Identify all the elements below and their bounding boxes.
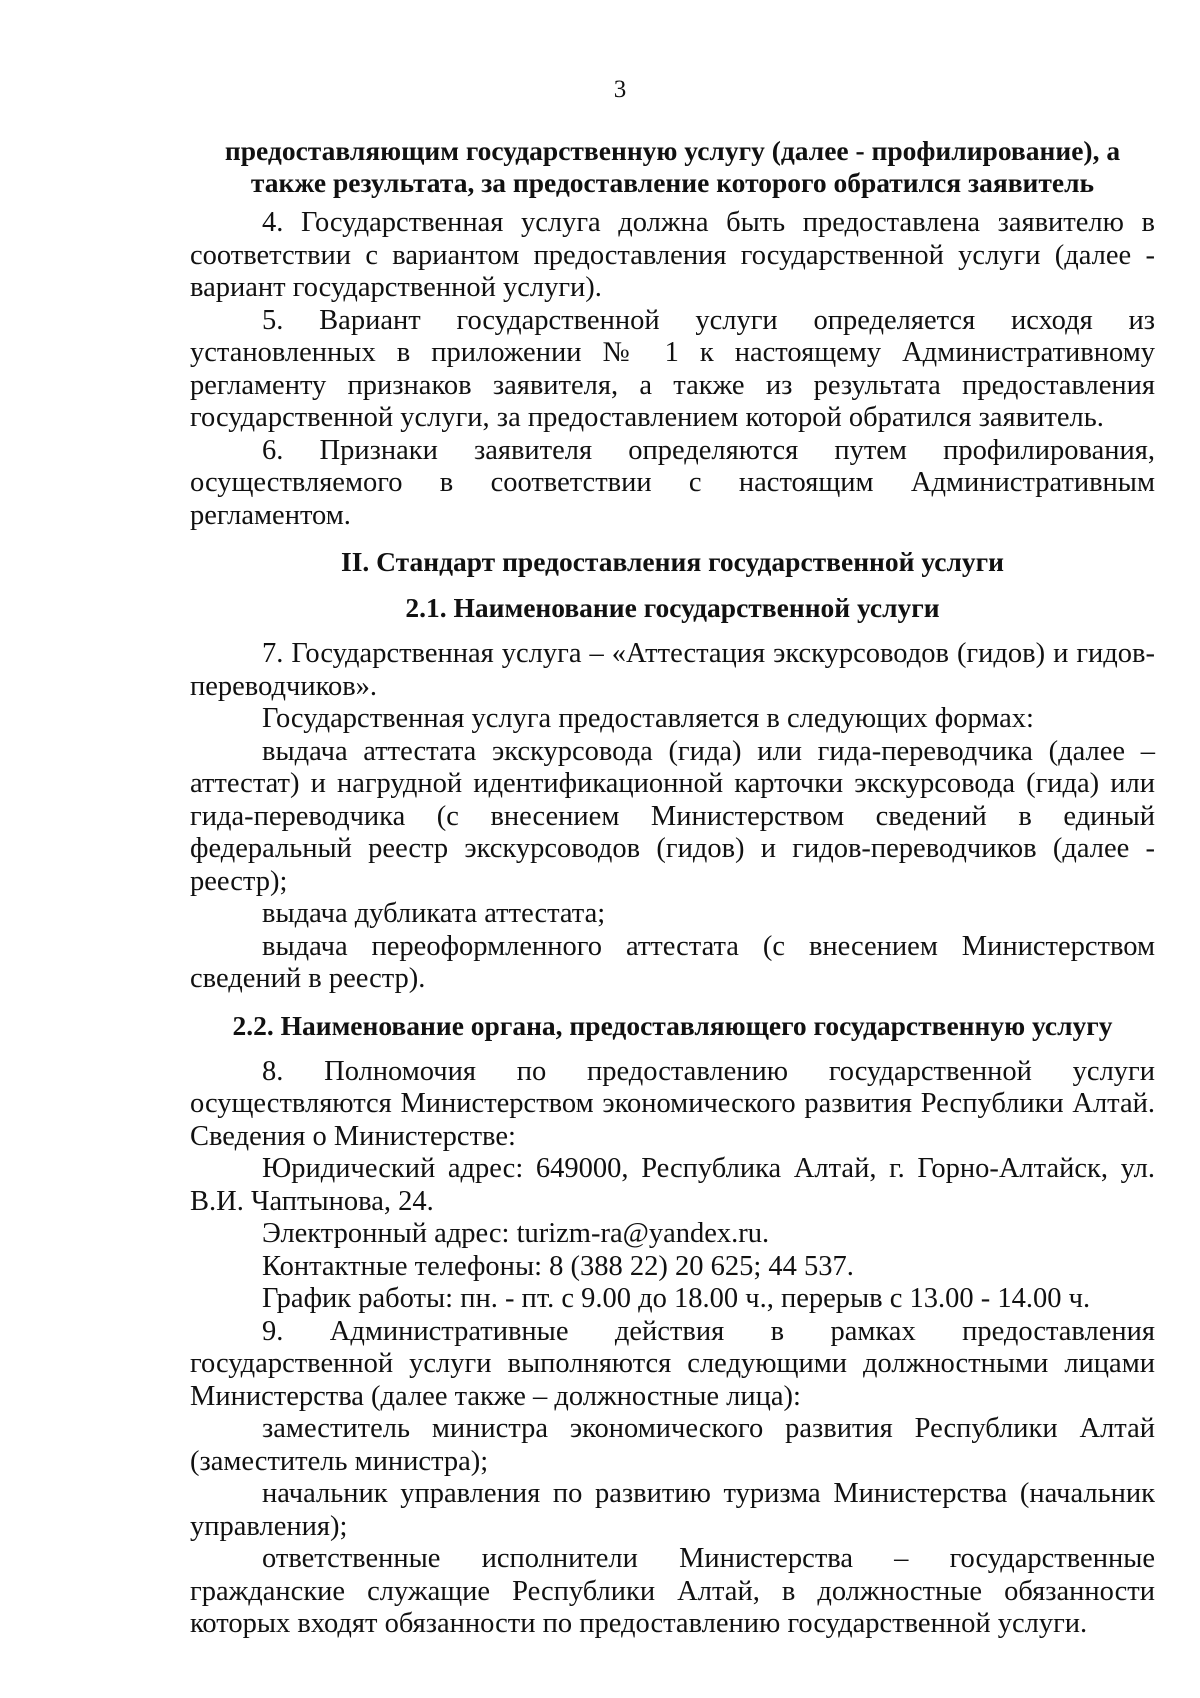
paragraph-7: 7. Государственная услуга – «Аттестация экскурсоводов (гидов) и гидов-переводчиков». (190, 638, 1155, 702)
subsection-2-2-title: 2.2. Наименование органа, предоставляющего государственную услугу (232, 1009, 1113, 1041)
ministry-schedule: График работы: пн. - пт. с 9.00 до 18.00 ч., перерыв с 13.00 - 14.00 ч. (262, 1283, 1091, 1314)
page-content (190, 135, 1155, 1641)
heading-continuation (190, 135, 1155, 199)
paragraph-5: 5. Вариант государственной услуги определяется исходя из установленных в приложении № 1 к настоящему Административному регламенту признаков заявителя, а также из результата предоставления государственной услуги, за предоставлением которой обратился заявитель. (190, 304, 1155, 433)
paragraph-9: 9. Административные действия в рамках предоставления государственной услуги выполняются следующими должностными лицами Министерства (далее также – должностные лица): (190, 1315, 1155, 1412)
section-2-title: II. Стандарт предоставления государственной услуги (341, 546, 1004, 577)
ministry-address: Юридический адрес: 649000, Республика Алтай, г. Горно-Алтайск, ул. В.И. Чаптынова, 24. (190, 1153, 1155, 1217)
ministry-phones: Контактные телефоны: 8 (388 22) 20 625; 44 537. (262, 1250, 854, 1282)
paragraph-7-form-3: выдача переоформленного аттестата (с внесением Министерством сведений в реестр). (190, 930, 1155, 994)
heading-line-2: также результата, за предоставление которого обратился заявитель (250, 167, 1095, 198)
page-number: 3 (613, 76, 627, 103)
paragraph-9-item-2: начальник управления по развитию туризма Министерства (начальник управления); (190, 1478, 1155, 1542)
heading-line-1: предоставляющим государственную услугу (далее - профилирование), а (224, 135, 1121, 166)
paragraph-7-forms-intro: Государственная услуга предоставляется в следующих формах: (262, 703, 1034, 734)
paragraph-4: 4. Государственная услуга должна быть предоставлена заявителю в соответствии с вариантом предоставления государственной услуги (далее - вариант государственной услуги). (190, 207, 1155, 303)
paragraph-9-item-1: заместитель министра экономического развития Республики Алтай (заместитель министра); (190, 1413, 1155, 1477)
paragraph-8: 8. Полномочия по предоставлению государственной услуги осуществляются Министерством экономического развития Республики Алтай. Сведения о Министерстве: (190, 1055, 1155, 1152)
ministry-email: Электронный адрес: turizm-ra@yandex.ru. (262, 1218, 770, 1249)
paragraph-6: 6. Признаки заявителя определяются путем профилирования, осуществляемого в соответствии с настоящим Административным регламентом. (190, 434, 1155, 531)
paragraph-9-item-3: ответственные исполнители Министерства – государственные гражданские служащие Республики Алтай, в должностные обязанности которых входят обязанности по предоставлению государственной услуги. (190, 1543, 1155, 1639)
subsection-2-1-title: 2.1. Наименование государственной услуги (405, 592, 940, 623)
paragraph-7-form-2: выдача дубликата аттестата; (262, 898, 606, 929)
paragraph-7-form-1: выдача аттестата экскурсовода (гида) или гида-переводчика (далее – аттестат) и нагрудной идентификационной карточки экскурсовода (гида) или гида-переводчика (с внесением Министерством сведений в единый федеральный реестр экскурсоводов (гидов) и гидов-переводчиков (далее - реестр); (190, 735, 1155, 897)
